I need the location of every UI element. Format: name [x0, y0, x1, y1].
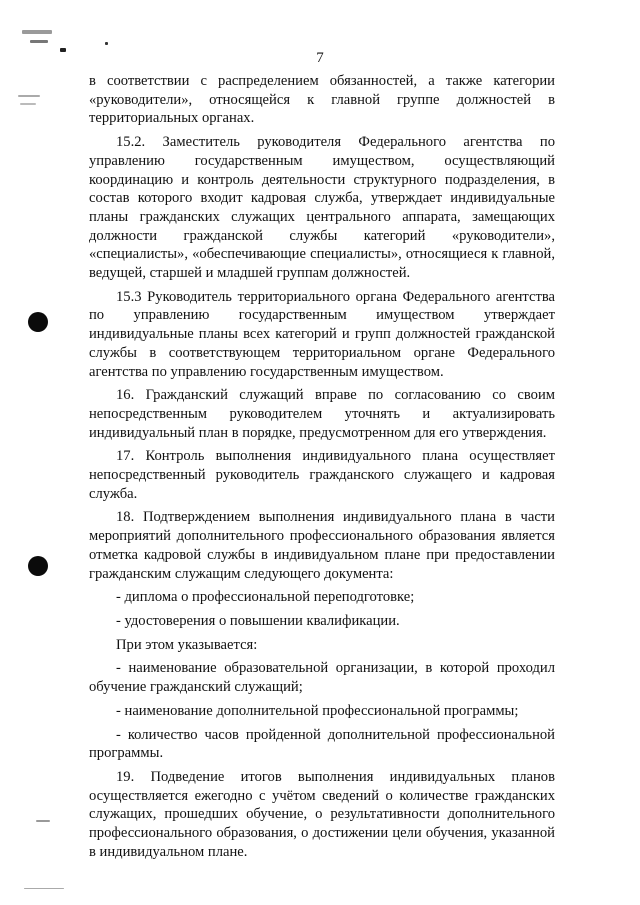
list-item-hours: - количество часов пройденной дополнительной профессиональной программы.	[89, 726, 555, 762]
paragraph-16: 16. Гражданский служащий вправе по согласованию со своим непосредственным руководителем уточнять и актуализировать индивидуальный план в порядке, предусмотренном для его утверждения.	[89, 387, 555, 441]
paragraph-18: 18. Подтверждением выполнения индивидуального плана в части мероприятий дополнительного профессионального образования является отметка кадровой службы в индивидуальном плане при предоставлении гражданским служащим следующего документа:	[89, 509, 555, 582]
page-number: 7	[316, 50, 324, 66]
list-item-program: - наименование дополнительной профессиональной программы;	[116, 702, 519, 719]
paragraph-continuation: в соответствии с распределением обязанностей, а также категории «руководители», относящейся к главной группе должностей в территориальных органах.	[89, 73, 555, 127]
paragraph-indicated: При этом указывается:	[116, 636, 258, 653]
paragraph-15-2: 15.2. Заместитель руководителя Федерального агентства по управлению государственным имуществом, осуществляющий координацию и контроль деятельности структурного подразделения, в состав которого входит кадровая служба, утверждает индивидуальные планы гражданских служащих центрального аппарата, замещающих должности гражданской службы категорий «руководители», «специалисты», «обеспечивающие специалисты», относящиеся к главной, ведущей, старшей и младшей группам должностей.	[89, 134, 555, 282]
paragraph-15-3: 15.3 Руководитель территориального органа Федерального агентства по управлению государственным имуществом утверждает индивидуальные планы всех категорий и групп должностей гражданской службы в соответствующем территориальном органе Федерального агентства по управлению государственным имуществом.	[89, 288, 555, 380]
list-item-certificate: - удостоверения о повышении квалификации.	[116, 612, 400, 629]
paragraph-19: 19. Подведение итогов выполнения индивидуальных планов осуществляется ежегодно с учётом сведений о количестве гражданских служащих, прошедших обучение, о результативности дополнительного профессионального образования, о достижении цели обучения, указанной в индивидуальном плане.	[89, 768, 555, 860]
list-item-organization: - наименование образовательной организации, в которой проходил обучение гражданский служащий;	[89, 660, 555, 696]
hole-punch-bottom	[28, 556, 48, 576]
paragraph-17: 17. Контроль выполнения индивидуального плана осуществляет непосредственный руководитель гражданского служащего и кадровая служба.	[89, 448, 555, 502]
hole-punch-top	[28, 312, 48, 332]
document-body	[89, 72, 555, 866]
list-item-diploma: - диплома о профессиональной переподготовке;	[116, 589, 415, 606]
